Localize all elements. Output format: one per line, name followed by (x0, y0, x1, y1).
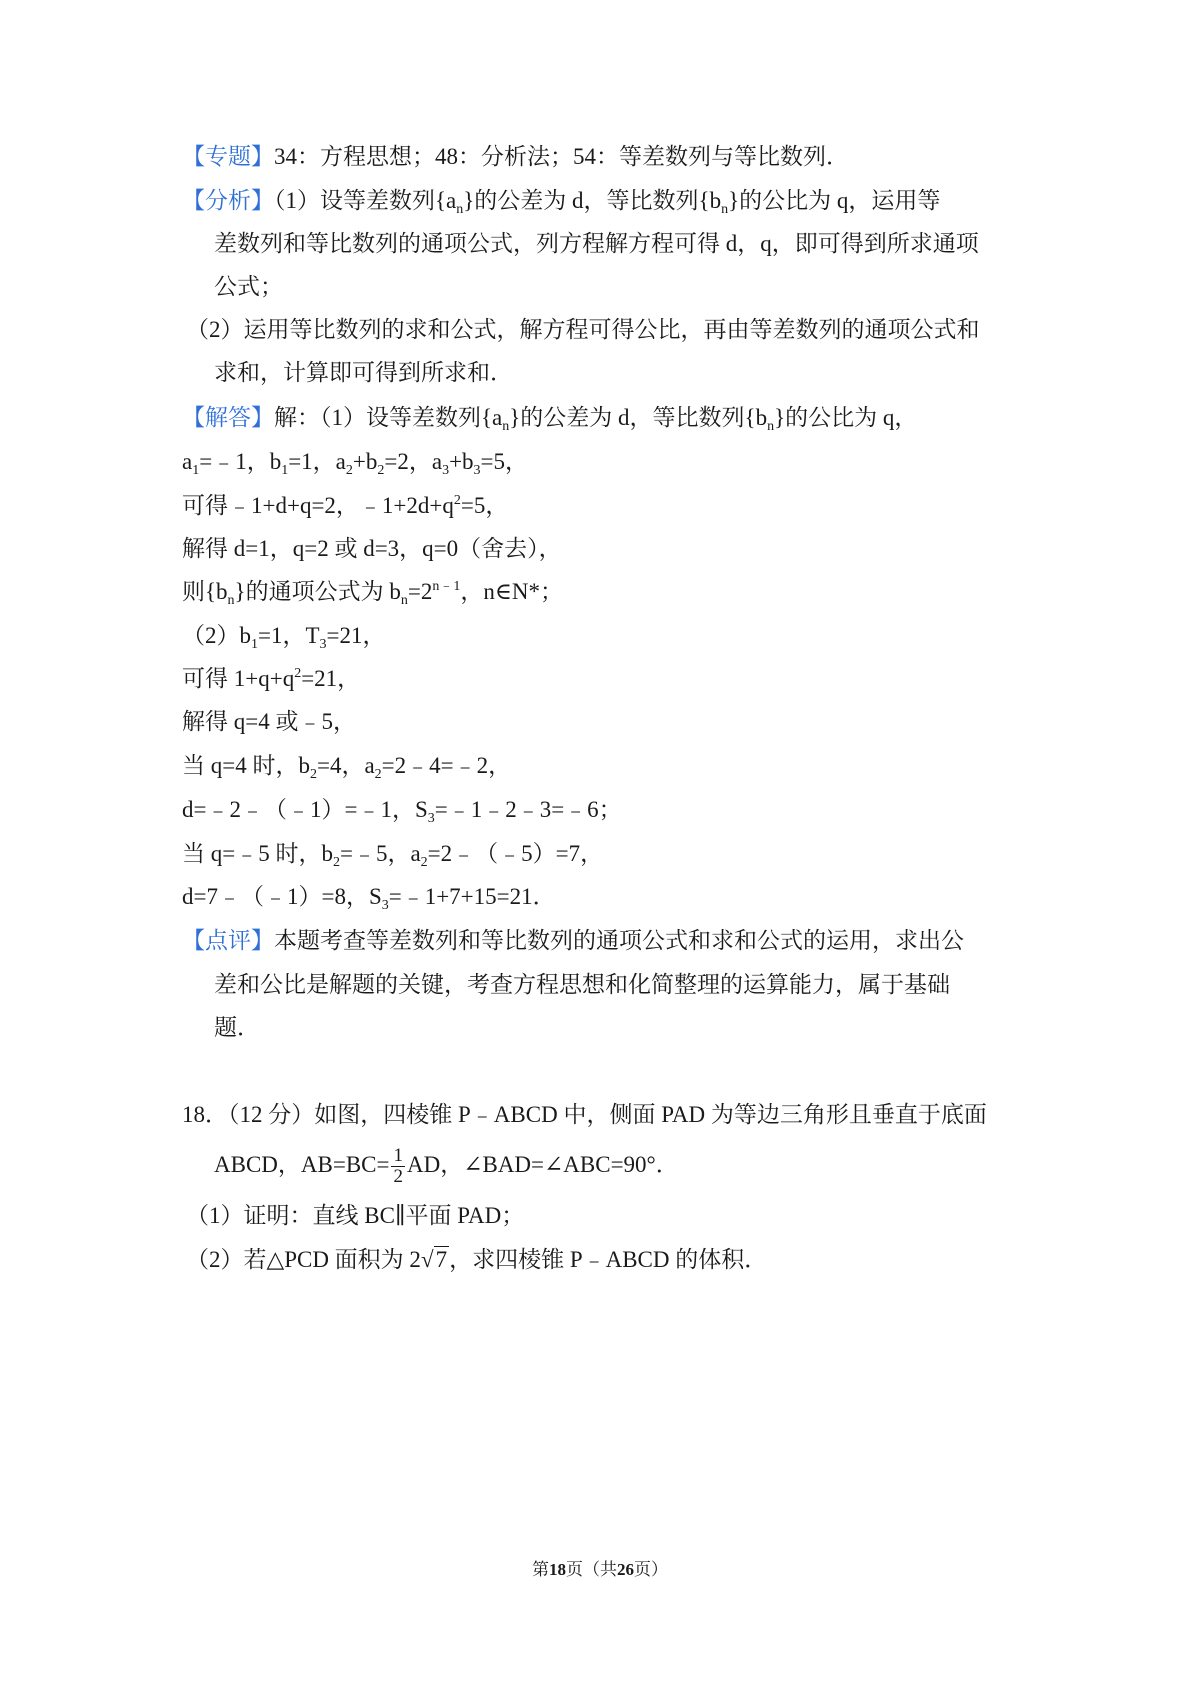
subscript: 1 (251, 637, 258, 652)
subscript: n (227, 593, 235, 608)
solution-text: =21， (326, 623, 386, 648)
subscript: 3 (319, 637, 327, 652)
solution-text: =﹣1+7+15=21． (388, 884, 556, 909)
analysis-text: （1）设等差数列{a (274, 188, 457, 213)
subscript: 2 (420, 855, 428, 870)
solution-text: =2 (407, 579, 433, 604)
solution-text: 当 q=﹣5 时，b (182, 841, 333, 866)
footer-text: 页（共 (566, 1560, 617, 1579)
comment-line-1 (182, 926, 964, 956)
solution-text: 可得 1+q+q (182, 666, 295, 691)
solution-text: =21， (301, 666, 361, 691)
problem-18-part-2 (186, 1245, 767, 1275)
problem-text: ABCD，AB=BC= (214, 1151, 390, 1177)
solution-line-1 (182, 447, 528, 477)
superscript: 2 (294, 666, 302, 681)
fraction-denominator: 2 (393, 1166, 403, 1187)
solution-line-10 (182, 839, 603, 869)
square-root (421, 1245, 449, 1275)
problem-18-part-1: （1）证明：直线 BC∥平面 PAD； (186, 1203, 525, 1228)
analysis-text: }的公比为 q，运用等 (728, 188, 941, 213)
superscript: 2 (453, 493, 461, 508)
comment-line-3: 题． (214, 1015, 260, 1040)
solution-line-5 (182, 621, 386, 651)
problem-18-line-2 (214, 1146, 679, 1187)
solution-text: =1，a (288, 449, 346, 474)
footer-text: 第 (532, 1560, 549, 1579)
solution-line-6 (182, 664, 360, 694)
subscript: 2 (309, 767, 317, 782)
solution-line-8 (182, 751, 511, 781)
problem-text: AD，∠BAD=∠ABC=90°． (406, 1151, 679, 1177)
solution-text: 则{b (182, 579, 228, 604)
solution-text: 当 q=4 时，b (182, 753, 310, 778)
solution-line-2 (182, 491, 508, 521)
superscript: n﹣1 (432, 579, 461, 594)
analysis-line-3: 公式； (214, 274, 283, 299)
subscript: n (721, 202, 729, 217)
answer-text: 解：（1）设等差数列{a (274, 405, 503, 430)
subscript: 2 (345, 463, 353, 478)
topic-tag: 【专题】 (182, 144, 274, 169)
solution-text: +b (449, 449, 474, 474)
fraction-numerator: 1 (393, 1145, 403, 1166)
solution-text: d=7﹣（﹣1）=8，S (182, 884, 382, 909)
analysis-line-1 (182, 186, 940, 216)
subscript: 3 (381, 898, 389, 913)
solution-text: 可得﹣1+d+q=2，﹣1+2d+q (182, 493, 454, 518)
analysis-text: }的公差为 d，等比数列{b (463, 188, 722, 213)
solution-text: d=﹣2﹣（﹣1）=﹣1，S (182, 797, 428, 822)
problem-text: ，求四棱锥 P﹣ABCD 的体积． (449, 1247, 768, 1272)
subscript: 2 (377, 463, 385, 478)
solution-text: }的通项公式为 b (234, 579, 401, 604)
solution-line-11 (182, 882, 556, 912)
comment-text: 本题考查等差数列和等比数列的通项公式和求和公式的运用，求出公 (274, 928, 964, 953)
solution-text: =5， (460, 493, 509, 518)
solution-text: =2，a (384, 449, 443, 474)
fraction-one-half (391, 1146, 405, 1187)
subscript: 3 (427, 811, 435, 826)
problem-18-line-1: 18．（12 分）如图，四棱锥 P﹣ABCD 中，侧面 PAD 为等边三角形且垂直于底面 (182, 1102, 987, 1127)
answer-line-1 (182, 403, 917, 433)
total-pages-number: 26 (617, 1560, 634, 1579)
subscript: 1 (192, 463, 200, 478)
analysis-line-2: 差数列和等比数列的通项公式，列方程解方程可得 d，q，即可得到所求通项 (214, 231, 979, 256)
comment-line-2: 差和公比是解题的关键，考查方程思想和化简整理的运算能力，属于基础 (214, 972, 950, 997)
solution-text: =﹣1，b (199, 449, 282, 474)
solution-text: =2﹣（﹣5）=7， (427, 841, 604, 866)
analysis-tag: 【分析】 (182, 188, 274, 213)
solution-line-4 (182, 577, 563, 607)
solution-text: =﹣1﹣2﹣3=﹣6； (434, 797, 622, 822)
subscript: 1 (281, 463, 289, 478)
solution-text: （2）b (182, 623, 251, 648)
radicand: 7 (435, 1247, 448, 1272)
subscript: 2 (332, 855, 340, 870)
solution-line-3: 解得 d=1，q=2 或 d=3，q=0（舍去）， (182, 536, 562, 561)
solution-text: ，n∈N*； (460, 579, 563, 604)
analysis-line-4: （2）运用等比数列的求和公式，解方程可得公比，再由等差数列的通项公式和 (186, 317, 980, 342)
solution-line-7: 解得 q=4 或﹣5， (182, 709, 356, 734)
solution-text: =2﹣4=﹣2， (381, 753, 512, 778)
solution-text: a (182, 449, 193, 474)
subscript: 2 (374, 767, 382, 782)
problem-text: （2）若△PCD 面积为 2 (186, 1247, 421, 1272)
subscript: n (456, 202, 464, 217)
solution-text: =1，T (258, 623, 320, 648)
subscript: 3 (473, 463, 481, 478)
current-page-number: 18 (549, 1560, 566, 1579)
solution-text: =﹣5，a (339, 841, 421, 866)
subscript: n (502, 419, 510, 434)
subscript: n (767, 419, 775, 434)
topic-line (182, 142, 849, 172)
answer-text: }的公差为 d，等比数列{b (509, 405, 768, 430)
solution-line-9 (182, 795, 622, 825)
subscript: 3 (442, 463, 450, 478)
footer-text: 页） (634, 1560, 668, 1579)
page-footer (0, 1558, 1200, 1582)
answer-tag: 【解答】 (182, 405, 274, 430)
topic-text: 34：方程思想；48：分析法；54：等差数列与等比数列． (274, 144, 849, 169)
comment-tag: 【点评】 (182, 928, 274, 953)
solution-text: +b (352, 449, 378, 474)
subscript: n (400, 593, 408, 608)
solution-text: =5， (480, 449, 529, 474)
radical-sign: √ (420, 1247, 434, 1272)
answer-text: }的公比为 q， (774, 405, 918, 430)
solution-text: =4，a (316, 753, 375, 778)
analysis-line-5: 求和，计算即可得到所求和． (214, 360, 513, 385)
